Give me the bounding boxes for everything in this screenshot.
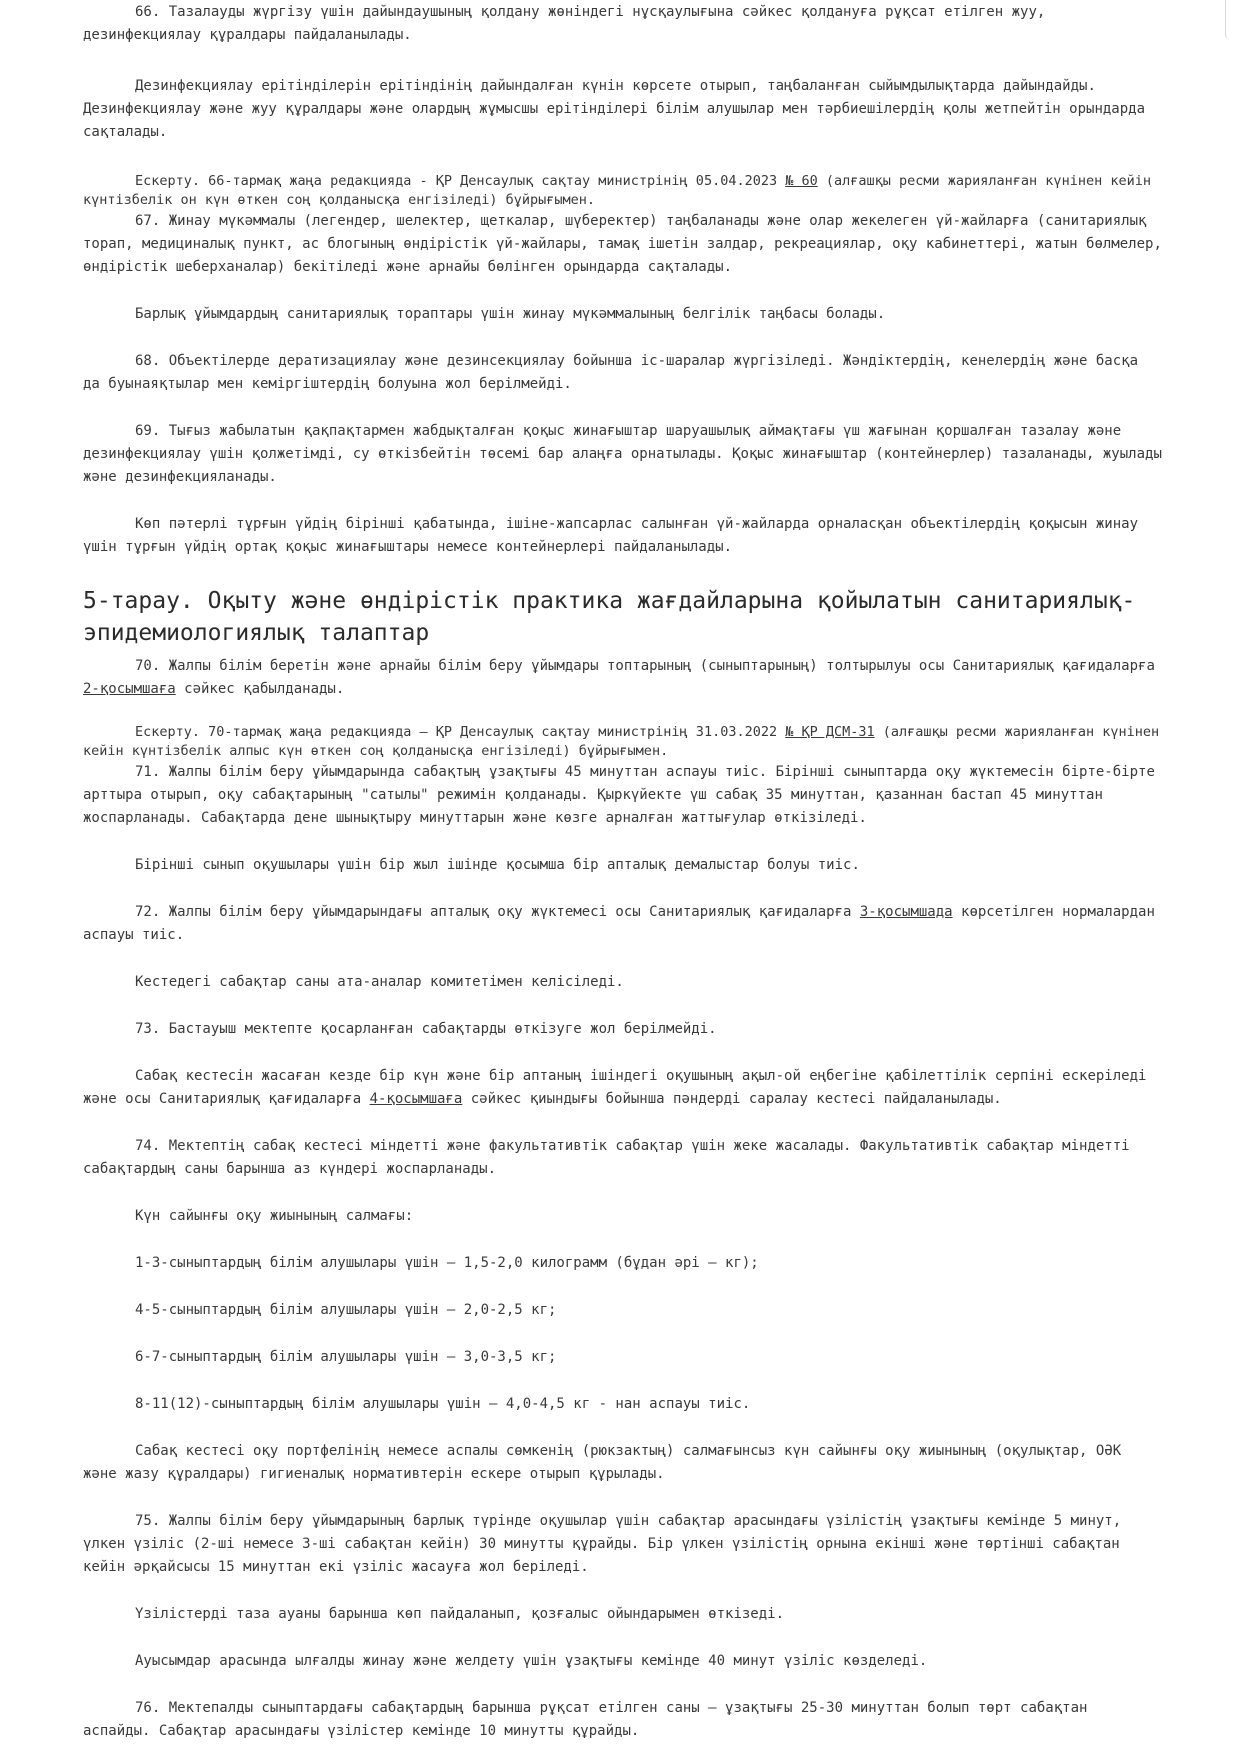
annex-4-link[interactable]: 4-қосымшаға	[369, 1091, 463, 1107]
paragraph-75-continued: Үзілістерді таза ауаны барынша көп пайдаланып, қозғалыс ойындарымен өткізеді.	[135, 1606, 785, 1622]
note-70-text-end: (алғашқы ресми жарияланған күнінен кейін күнтізбелік алпыс күн өткен соң қолданысқа енгізіледі) бұйрығымен.	[83, 724, 1160, 759]
paragraph-74-weight-title: Күн сайынғы оқу жиынының салмағы:	[135, 1208, 414, 1224]
chapter-heading: 5-тарау. Оқыту және өндірістік практика жағдайларына қойылатын санитариялық-эпидемиологиялық талаптар	[83, 588, 1136, 646]
paragraph-72-text: 72. Жалпы білім беру ұйымдарындағы апталық оқу жүктемесі осы Санитариялық қағидаларға	[135, 904, 860, 920]
paragraph-72	[83, 901, 1163, 947]
note-70-text: Ескерту. 70-тармақ жаңа редакцияда – ҚР Денсаулық сақтау министрінің 31.03.2022	[135, 724, 786, 740]
paragraph-73-continued	[83, 1065, 1163, 1111]
paragraph-73b-text-end: сәйкес қиындығы бойынша пәндерді саралау кестесі пайдаланылады.	[462, 1091, 1002, 1107]
note-70	[83, 723, 1163, 761]
paragraph-74-continued: Сабақ кестесі оқу портфелінің немесе аспалы сөмкенің (рюкзактың) салмағынсыз күн сайынғы оқу жиынының (оқулықтар, ОӘК және жазу құралдары) гигиеналық нормативтерін ескере отырып құрылады.	[83, 1443, 1122, 1482]
paragraph-73: 73. Бастауыш мектепте қосарланған сабақтарды өткізуге жол берілмейді.	[135, 1021, 717, 1037]
paragraph-74-grade-4-5: 4-5-сыныптардың білім алушылары үшін – 2,0-2,5 кг;	[135, 1302, 557, 1318]
paragraph-71: 71. Жалпы білім беру ұйымдарында сабақтың ұзақтығы 45 минуттан аспауы тиіс. Бірінші сыныптарда оқу жүктемесін біртe-біртe арттыра отырып, оқу сабақтарының "сатылы" режимін қолданады. Қыркүйекте үш сабақ 35 минуттан, қазаннан бастап 45 минуттан жоспарланады. Сабақтарда дене шынықтыру минуттарын және көзге арналған жаттығулар өткізіледі.	[83, 764, 1155, 826]
note-66	[83, 172, 1163, 210]
paragraph-73b-text: Сабақ кестесін жасаған кезде бір күн және бір аптаның ішіндегі оқушының ақыл-ой еңбегіне қабілеттілік серпіні ескеріледі және осы Санитариялық қағидаларға	[83, 1068, 1147, 1107]
document-body	[83, 0, 1163, 1743]
paragraph-67-continued: Барлық ұйымдардың санитариялық тораптары үшін жинау мүкәммалының белгілік таңбасы болады.	[135, 306, 886, 322]
paragraph-69-continued: Көп пәтерлі тұрғын үйдің бірінші қабатында, ішіне-жапсарлас салынған үй-жайларда орналасқан объектілердің қоқысын жинау үшін тұрғын үйдің ортақ қоқыс жинағыштары немесе контейнерлері пайдаланылады.	[83, 516, 1139, 555]
paragraph-72-continued: Кестедегі сабақтар саны ата-аналар комитетімен келісіледі.	[135, 974, 624, 990]
paragraph-71-continued: Бірінші сынып оқушылары үшін бір жыл ішінде қосымша бір апталық демалыстар болуы тиіс.	[135, 857, 860, 873]
paragraph-66-continued: Дезинфекциялау ерітінділерін ерітіндінің дайындалған күнін көрсете отырып, таңбаланған сыйымдылықтарда дайындайды. Дезинфекциялау және жуу құралдары және олардың жұмысшы ерітінділері білім алушылар мен тәрбиешілердің қолы жетпейтін орындарда сақталады.	[83, 78, 1146, 140]
note-66-text: Ескерту. 66-тармақ жаңа редакцияда - ҚР Денсаулық сақтау министрінің 05.04.2023	[135, 173, 786, 189]
paragraph-74-grade-6-7: 6-7-сыныптардың білім алушылары үшін – 3,0-3,5 кг;	[135, 1349, 557, 1365]
paragraph-70-text: 70. Жалпы білім беретін және арнайы білім беру ұйымдары топтарының (сыныптарының) толтырылуы осы Санитариялық қағидаларға	[135, 658, 1155, 674]
paragraph-66: 66. Тазалауды жүргізу үшін дайындаушының қолдану жөніндегі нұсқаулығына сәйкес қолдануға рұқсат етілген жуу, дезинфекциялау құралдары пайдаланылады.	[83, 4, 1046, 43]
annex-2-link[interactable]: 2-қосымшаға	[83, 681, 176, 697]
paragraph-74-grade-8-12: 8-11(12)-сыныптардың білім алушылары үшін – 4,0-4,5 кг - нан аспауы тиіс.	[135, 1396, 751, 1412]
paragraph-67: 67. Жинау мүкәммалы (легендер, шелектер, щеткалар, шүберектер) таңбаланады және олар жекелеген үй-жайларға (санитариялық торап, медициналық пункт, ас блогының өндірістік үй-жайлары, тамақ ішетін залдар, рекреациялар, оқу кабинеттері, жатын бөлмелер, өндірістік шеберханалар) бекітіледі және арнайы бөлінген орындарда сақталады.	[83, 213, 1162, 275]
paragraph-75: 75. Жалпы білім беру ұйымдарының барлық түрінде оқушылар үшін сабақтар арасындағы үзілістің ұзақтығы кемінде 5 минут, үлкен үзіліс (2-ші немесе 3-ші сабақтан кейін) 30 минутты құрайды. Бір үлкен үзілістің орнына екінші және төртінші сабақтан кейін әрқайсысы 15 минуттан екі үзіліс жасауға жол беріледі.	[83, 1513, 1122, 1575]
annex-3-link[interactable]: 3-қосымшада	[859, 904, 953, 920]
paragraph-70-text-end: сәйкес қабылданады.	[175, 681, 345, 697]
paragraph-68: 68. Объектілерде дератизациялау және дезинсекциялау бойынша іс-шаралар жүргізіледі. Жәндіктердің, кенелердің және басқа да буынаяқтылар мен кеміргіштердің болуына жол берілмейді.	[83, 353, 1139, 392]
paragraph-70	[83, 655, 1163, 701]
scrollbar-edge[interactable]	[1225, 0, 1240, 40]
paragraph-74: 74. Мектептің сабақ кестесі міндетті және факультативтік сабақтар үшін жеке жасалады. Факультативтік сабақтар міндетті сабақтардың саны барынша аз күндері жоспарланады.	[83, 1138, 1130, 1177]
paragraph-74-grade-1-3: 1-3-сыныптардың білім алушылары үшін – 1,5-2,0 килограмм (бұдан әрі – кг);	[135, 1255, 759, 1271]
note-66-link[interactable]: № 60	[785, 173, 818, 189]
note-70-link[interactable]: № ҚР ДСМ-31	[785, 724, 875, 740]
note-66-text-end: (алғашқы ресми жарияланған күнінен кейін күнтізбелік он күн өткен соң қолданысқа енгізіледі) бұйрығымен.	[83, 173, 1151, 208]
paragraph-69: 69. Тығыз жабылатын қақпақтармен жабдықталған қоқыс жинағыштар шаруашылық аймақтағы үш жағынан қоршалған тазалау және дезинфекциялау үшін қолжетімді, су өткізбейтін төсемі бар алаңға орнатылады. Қоқыс жинағыштар (контейнерлер) тазаланады, жуылады және дезинфекцияланады.	[83, 423, 1162, 485]
paragraph-76: 76. Мектепалды сыныптардағы сабақтардың барынша рұқсат етілген саны – ұзақтығы 25-30 минуттан болып төрт сабақтан аспайды. Сабақтар арасындағы үзілістер кемінде 10 минутты құрайды.	[83, 1700, 1088, 1739]
paragraph-75-shifts: Ауысымдар арасында ылғалды жинау және желдету үшін ұзақтығы кемінде 40 минут үзіліс көзделеді.	[135, 1653, 928, 1669]
paragraph-72-text-end: көрсетілген нормалардан аспауы тиіс.	[83, 904, 1155, 943]
